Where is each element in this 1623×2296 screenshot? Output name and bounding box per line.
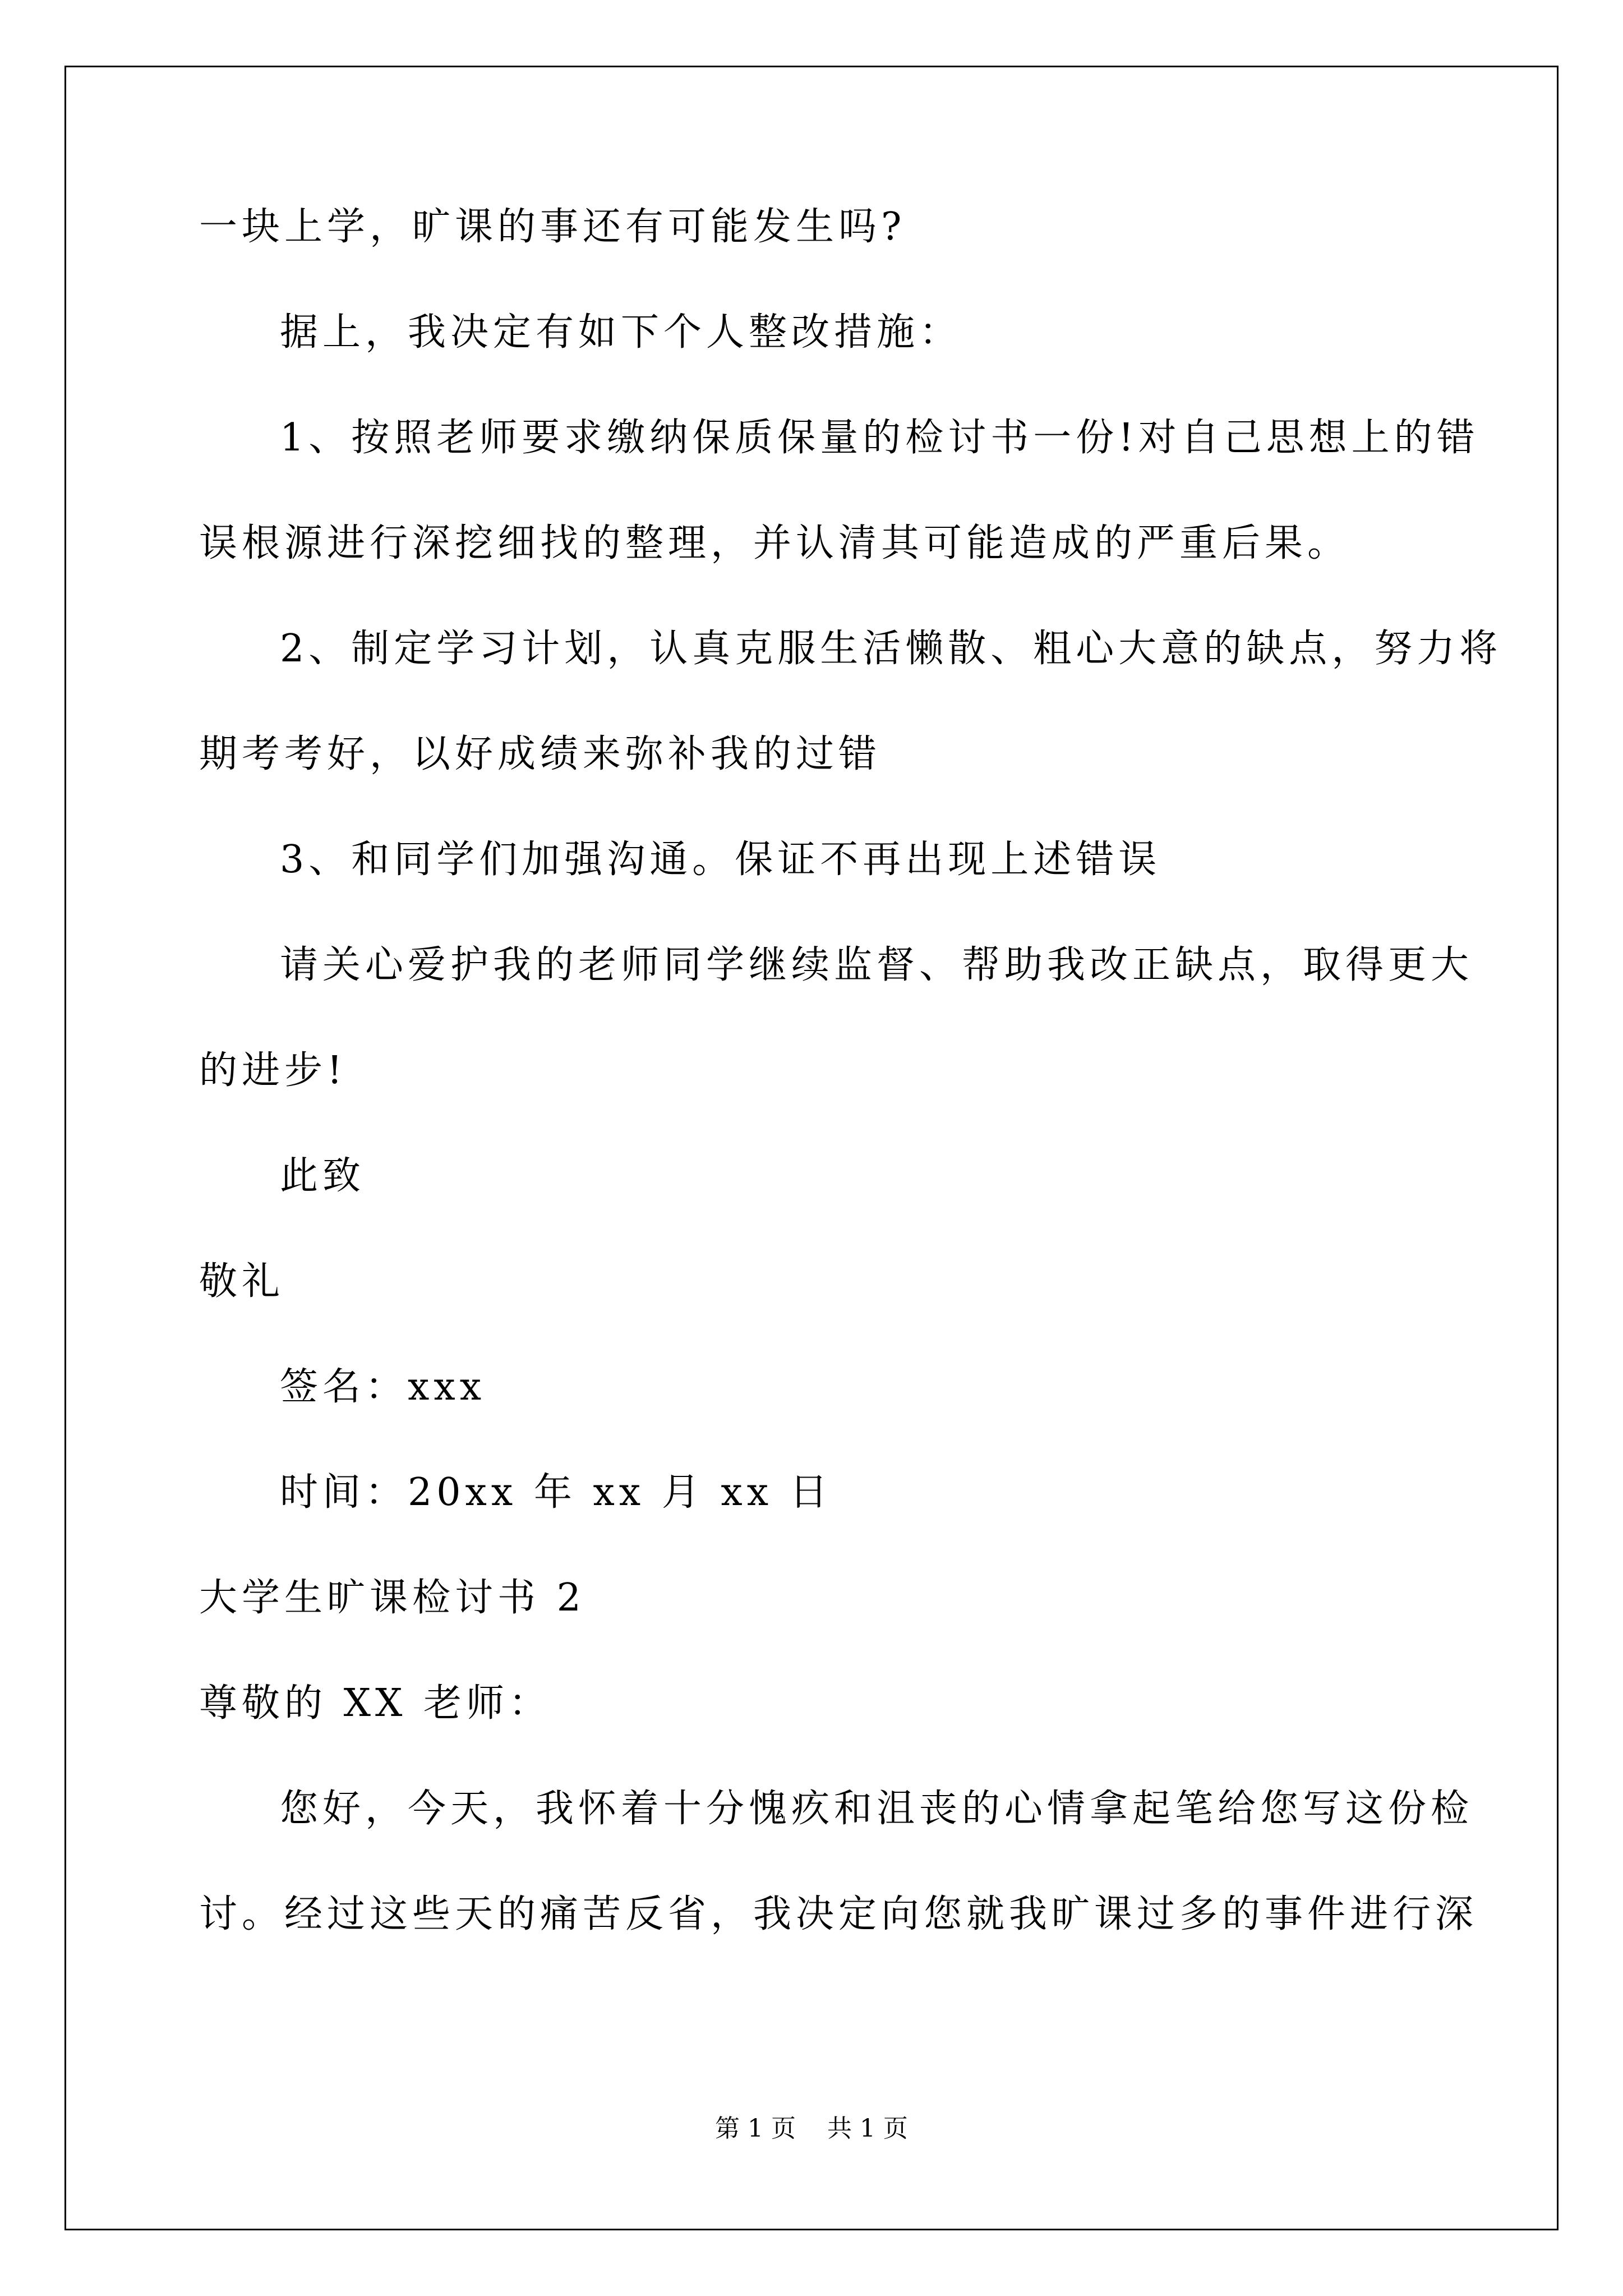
closing-salutation: 此致 [280, 1154, 366, 1198]
text-line: 一块上学，旷课的事还有可能发生吗? [199, 205, 906, 249]
text-line: 1、按照老师要求缴纳保质保量的检讨书一份!对自己思想上的错 [280, 416, 1479, 460]
closing-regards: 敬礼 [199, 1259, 285, 1304]
text-line: 误根源进行深挖细找的整理，并认清其可能造成的严重后果。 [199, 521, 1350, 565]
text-line: 您好，今天，我怀着十分愧疚和沮丧的心情拿起笔给您写这份检 [280, 1787, 1474, 1831]
text-line: 的进步! [199, 1048, 347, 1093]
section-title: 大学生旷课检讨书 2 [199, 1576, 585, 1620]
text-line: 请关心爱护我的老师同学继续监督、帮助我改正缺点，取得更大 [280, 943, 1474, 987]
page-footer: 第 1 页 共 1 页 [715, 2114, 908, 2143]
greeting: 尊敬的 XX 老师： [199, 1681, 552, 1726]
text-line: 讨。经过这些天的痛苦反省，我决定向您就我旷课过多的事件进行深 [199, 1892, 1478, 1936]
text-line: 2、制定学习计划，认真克服生活懒散、粗心大意的缺点，努力将 [280, 627, 1502, 671]
text-line: 期考考好，以好成绩来弥补我的过错 [199, 732, 882, 776]
signature-line: 签名：xxx [280, 1365, 486, 1409]
text-line: 3、和同学们加强沟通。保证不再出现上述错误 [280, 838, 1161, 882]
date-line: 时间：20xx 年 xx 月 xx 日 [280, 1470, 832, 1515]
text-line: 据上，我决定有如下个人整改措施： [280, 310, 962, 355]
